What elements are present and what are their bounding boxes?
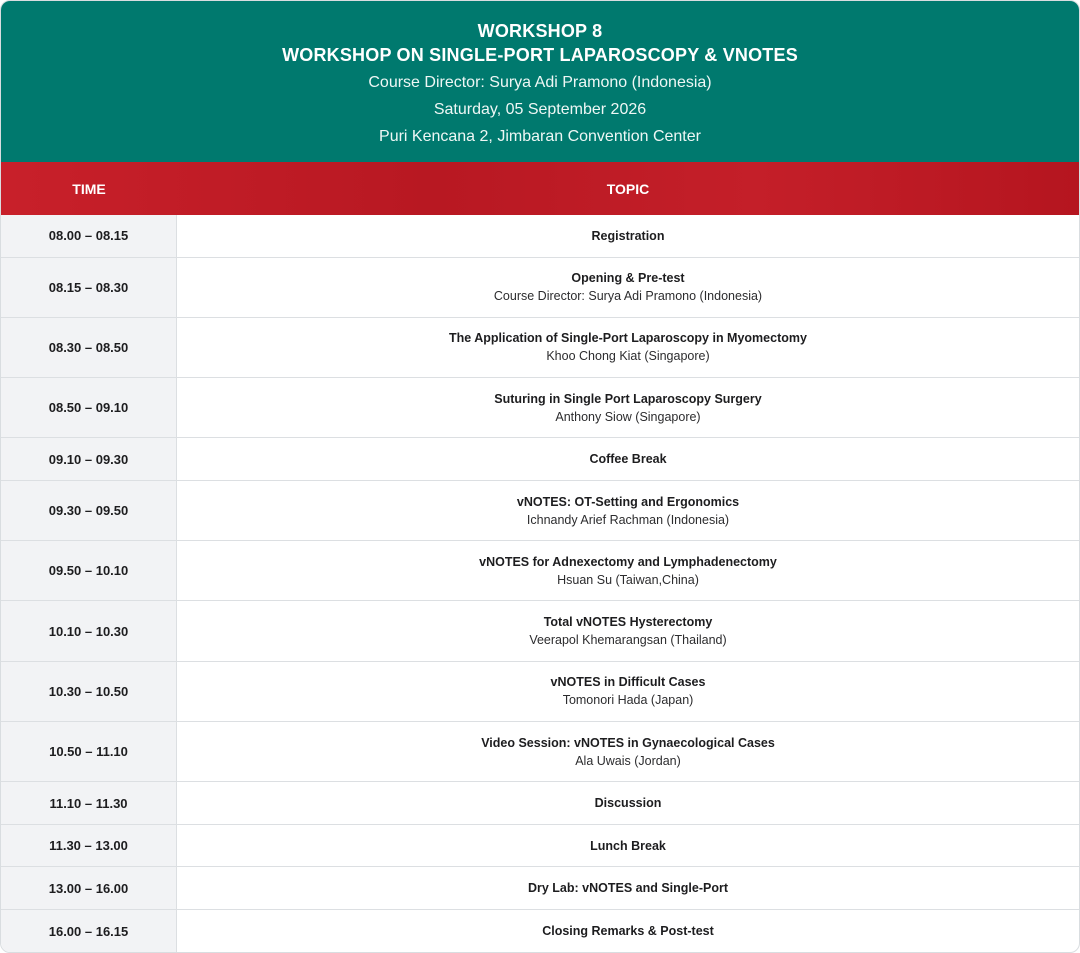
topic-speaker: Anthony Siow (Singapore): [555, 409, 701, 424]
topic-cell: [177, 438, 1079, 480]
table-row: [1, 722, 1079, 782]
topic-title: Discussion: [594, 796, 662, 811]
topic-title: Total vNOTES Hysterectomy: [543, 615, 713, 630]
table-row: [1, 867, 1079, 910]
topic-title: vNOTES: OT-Setting and Ergonomics: [516, 494, 740, 509]
table-header: [1, 162, 1079, 215]
table-row: [1, 782, 1079, 825]
topic-cell: [177, 215, 1079, 257]
topic-cell: [177, 782, 1079, 824]
table-row: [1, 215, 1079, 258]
workshop-venue: Puri Kencana 2, Jimbaran Convention Center: [379, 128, 701, 145]
topic-title: vNOTES in Difficult Cases: [550, 675, 706, 690]
topic-cell: [177, 722, 1079, 781]
time-cell: 09.30 – 09.50: [1, 481, 177, 540]
topic-title: vNOTES for Adnexectomy and Lymphadenectomy: [479, 554, 777, 569]
topic-cell: [177, 910, 1079, 953]
time-cell: 11.30 – 13.00: [1, 825, 177, 867]
topic-title: Lunch Break: [590, 838, 666, 853]
time-cell: 09.10 – 09.30: [1, 438, 177, 480]
topic-speaker: Course Director: Surya Adi Pramono (Indonesia): [493, 289, 763, 304]
time-column-header: TIME: [72, 180, 106, 197]
topic-speaker: Ala Uwais (Jordan): [575, 753, 681, 768]
time-cell: 10.10 – 10.30: [1, 601, 177, 660]
table-row: [1, 378, 1079, 438]
topic-title: Opening & Pre-test: [571, 271, 685, 286]
topic-title: Video Session: vNOTES in Gynaecological Cases: [481, 735, 775, 750]
table-row: [1, 825, 1079, 868]
topic-speaker: Khoo Chong Kiat (Singapore): [546, 349, 710, 364]
time-cell: 10.30 – 10.50: [1, 662, 177, 721]
topic-speaker: Ichnandy Arief Rachman (Indonesia): [526, 512, 730, 527]
workshop-date: Saturday, 05 September 2026: [433, 101, 647, 118]
time-cell: 13.00 – 16.00: [1, 867, 177, 909]
workshop-number: WORKSHOP 8: [477, 21, 603, 41]
workshop-title: WORKSHOP ON SINGLE-PORT LAPAROSCOPY & VNOTES: [282, 45, 798, 65]
schedule-table-body: [1, 215, 1079, 952]
table-row: [1, 438, 1079, 481]
topic-column-header: TOPIC: [606, 180, 650, 197]
topic-cell: [177, 867, 1079, 909]
topic-cell: [177, 378, 1079, 437]
topic-title: The Application of Single-Port Laparoscopy in Myomectomy: [449, 331, 807, 346]
workshop-header: [1, 1, 1079, 162]
topic-title: Coffee Break: [589, 452, 667, 467]
topic-speaker: Tomonori Hada (Japan): [562, 693, 694, 708]
topic-speaker: Hsuan Su (Taiwan,China): [557, 572, 699, 587]
time-cell: 08.50 – 09.10: [1, 378, 177, 437]
table-row: [1, 541, 1079, 601]
topic-speaker: Veerapol Khemarangsan (Thailand): [529, 633, 727, 648]
topic-title: Registration: [591, 228, 665, 243]
table-row: [1, 662, 1079, 722]
topic-title: Suturing in Single Port Laparoscopy Surgery: [494, 391, 762, 406]
time-cell: 10.50 – 11.10: [1, 722, 177, 781]
topic-cell: [177, 318, 1079, 377]
time-cell: 11.10 – 11.30: [1, 782, 177, 824]
topic-title: Closing Remarks & Post-test: [542, 924, 714, 939]
topic-title: Dry Lab: vNOTES and Single-Port: [527, 881, 729, 896]
time-cell: 08.00 – 08.15: [1, 215, 177, 257]
time-cell: 08.15 – 08.30: [1, 258, 177, 317]
table-row: [1, 318, 1079, 378]
topic-cell: [177, 258, 1079, 317]
table-row: [1, 601, 1079, 661]
course-director: Course Director: Surya Adi Pramono (Indonesia): [368, 74, 712, 91]
topic-cell: [177, 601, 1079, 660]
topic-cell: [177, 541, 1079, 600]
topic-cell: [177, 825, 1079, 867]
time-cell: 16.00 – 16.15: [1, 910, 177, 953]
topic-cell: [177, 481, 1079, 540]
table-row: [1, 481, 1079, 541]
table-row: [1, 910, 1079, 953]
table-row: [1, 258, 1079, 318]
time-cell: 08.30 – 08.50: [1, 318, 177, 377]
time-cell: 09.50 – 10.10: [1, 541, 177, 600]
topic-cell: [177, 662, 1079, 721]
